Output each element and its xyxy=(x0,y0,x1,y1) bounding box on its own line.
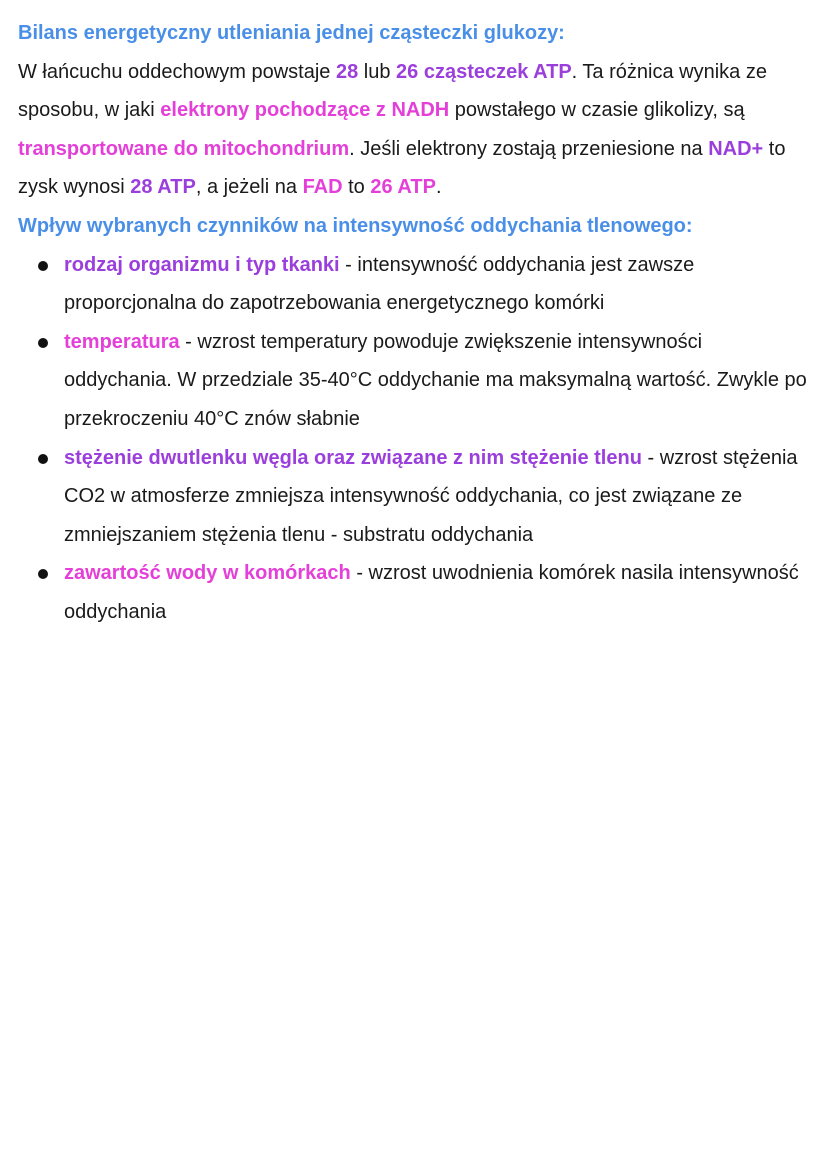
factor-description: - wzrost uwodnienia komórek nasila intensywność oddychania xyxy=(64,562,799,623)
list-item xyxy=(18,246,808,323)
highlight-28-atp: 28 ATP xyxy=(130,176,196,199)
highlight-fad: FAD xyxy=(302,176,343,199)
factors-list xyxy=(18,246,808,632)
energy-balance-paragraph xyxy=(18,53,808,207)
factor-term: stężenie dwutlenku węgla oraz związane z nim stężenie tlenu xyxy=(64,446,642,469)
paragraph-text: to xyxy=(342,176,371,199)
highlight-nad-plus: NAD+ xyxy=(708,137,764,160)
factor-term: rodzaj organizmu i typ tkanki xyxy=(64,253,340,276)
paragraph-text: . xyxy=(435,176,442,199)
document-page xyxy=(18,14,808,632)
paragraph-text: , a jeżeli na xyxy=(195,176,303,199)
highlight-26-atp: 26 ATP xyxy=(370,176,436,199)
section-heading-energy-balance: Bilans energetyczny utleniania jednej cząsteczki glukozy: xyxy=(18,22,565,44)
paragraph-text: W łańcuchu oddechowym powstaje xyxy=(18,60,336,83)
paragraph-text: powstałego w czasie glikolizy, są xyxy=(449,99,745,122)
factor-description: - wzrost stężenia CO2 w atmosferze zmniejsza intensywność oddychania, co jest związane ze zmniejszaniem stężenia tlenu - substratu oddychania xyxy=(64,446,798,546)
paragraph-text: . Jeśli elektrony zostają przeniesione na xyxy=(349,137,709,160)
list-item xyxy=(18,439,808,555)
factor-description: - wzrost temperatury powoduje zwiększenie intensywności oddychania. W przedziale 35-40°C oddychanie ma maksymalną wartość. Zwykle po przekroczeniu 40°C znów słabnie xyxy=(64,330,807,430)
highlight-28: 28 xyxy=(335,60,359,83)
bullet-icon xyxy=(38,261,48,271)
highlight-nadh-electrons: elektrony pochodzące z NADH xyxy=(160,99,450,122)
paragraph-text: to zysk wynosi xyxy=(18,137,786,199)
paragraph-text: lub xyxy=(358,60,397,83)
highlight-26-atp-molecules: 26 cząsteczek ATP xyxy=(396,60,572,83)
section-heading-respiration-factors: Wpływ wybranych czynników na intensywność oddychania tlenowego: xyxy=(18,214,693,237)
bullet-icon xyxy=(38,569,48,579)
factor-description: - intensywność oddychania jest zawsze proporcjonalna do zapotrzebowania energetycznego komórki xyxy=(64,253,695,315)
bullet-icon xyxy=(38,454,48,464)
list-item xyxy=(18,323,808,439)
factor-term: zawartość wody w komórkach xyxy=(64,562,351,585)
factor-term: temperatura xyxy=(64,330,180,353)
list-item xyxy=(18,554,808,631)
highlight-mitochondrial-transport: transportowane do mitochondrium xyxy=(18,137,350,160)
paragraph-text: . Ta różnica wynika ze sposobu, w jaki xyxy=(18,60,767,122)
bullet-icon xyxy=(38,338,48,348)
